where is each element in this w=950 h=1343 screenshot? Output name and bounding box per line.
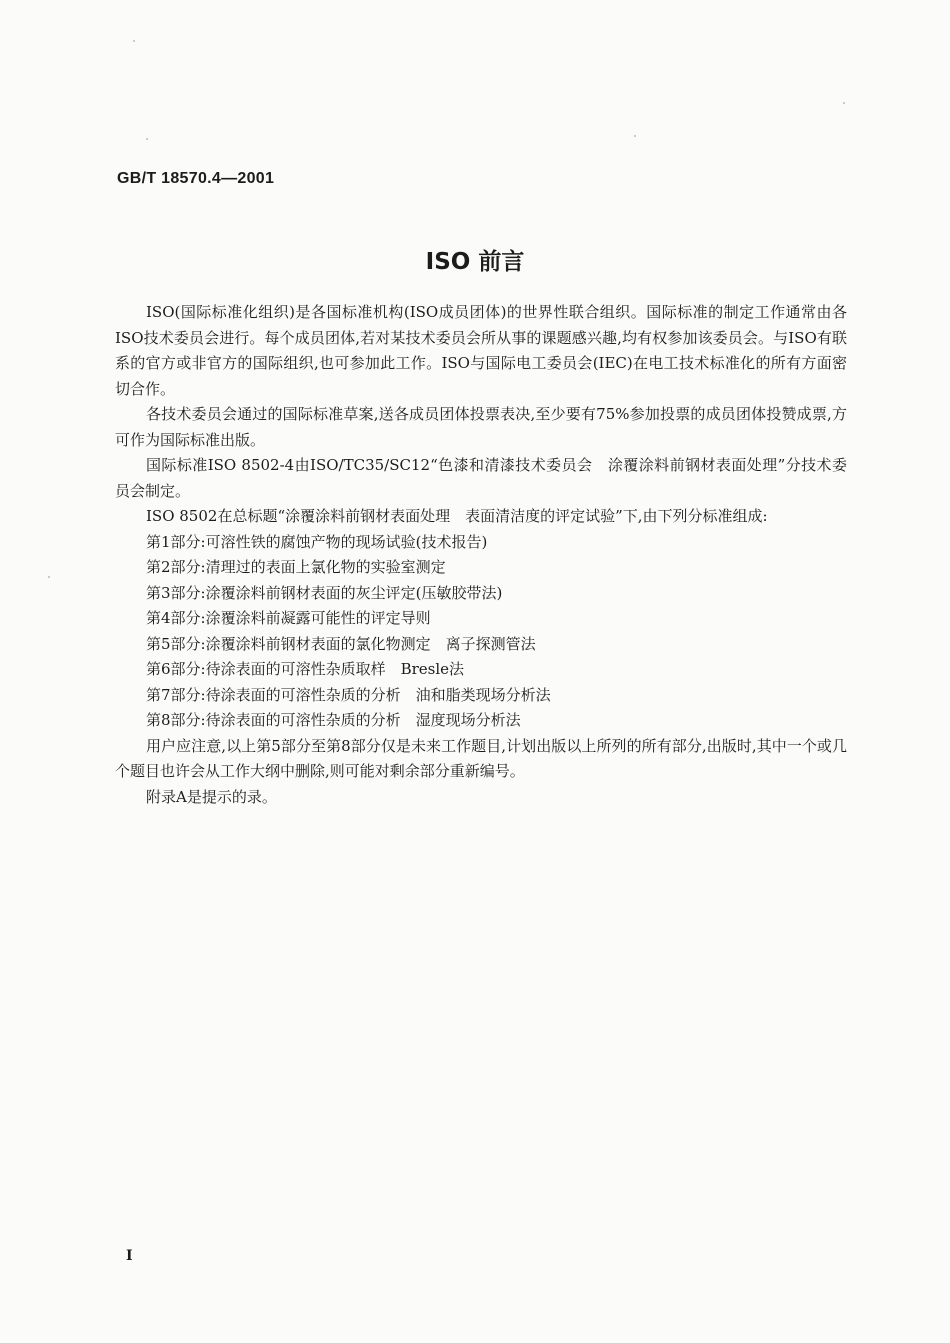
standard-code: GB/T 18570.4—2001 [117, 170, 275, 187]
part-list-item: 第7部分:待涂表面的可溶性杂质的分析 油和脂类现场分析法 [146, 685, 551, 704]
page-number: I [126, 1248, 133, 1264]
part-list-item: 第5部分:涂覆涂料前钢材表面的氯化物测定 离子探测管法 [146, 634, 536, 653]
part-list-item: 第3部分:涂覆涂料前钢材表面的灰尘评定(压敏胶带法) [146, 583, 503, 602]
paragraph: ISO 8502在总标题“涂覆涂料前钢材表面处理 表面清洁度的评定试验”下,由下列分标准组成: [146, 507, 768, 525]
document-body [115, 300, 847, 810]
paragraph: 国际标准ISO 8502-4由ISO/TC35/SC12“色漆和清漆技术委员会 涂覆涂料前钢材表面处理”分技术委员会制定。 [115, 456, 847, 500]
scan-speck [843, 102, 845, 104]
scan-speck [634, 135, 636, 137]
paragraph: 用户应注意,以上第5部分至第8部分仅是未来工作题目,计划出版以上所列的所有部分,出版时,其中一个或几个题目也许会从工作大纲中删除,则可能对剩余部分重新编号。 [115, 736, 847, 780]
paragraph: ISO(国际标准化组织)是各国标准机构(ISO成员团体)的世界性联合组织。国际标准的制定工作通常由各ISO技术委员会进行。每个成员团体,若对某技术委员会所从事的课题感兴趣,均有权参加该委员会。与ISO有联系的官方或非官方的国际组织,也可参加此工作。ISO与国际电工委员会(IEC)在电工技术标准化的所有方面密切合作。 [115, 303, 847, 398]
scan-speck [133, 40, 135, 42]
part-list-item: 第4部分:涂覆涂料前凝露可能性的评定导则 [146, 609, 431, 627]
part-list-item: 第1部分:可溶性铁的腐蚀产物的现场试验(技术报告) [146, 532, 488, 551]
paragraph: 各技术委员会通过的国际标准草案,送各成员团体投票表决,至少要有75%参加投票的成员团体投赞成票,方可作为国际标准出版。 [115, 405, 847, 449]
paragraph: 附录A是提示的录。 [146, 787, 277, 806]
part-list-item: 第6部分:待涂表面的可溶性杂质取样 Bresle法 [146, 660, 465, 678]
scan-speck [48, 576, 50, 578]
scan-speck [146, 138, 148, 140]
part-list-item: 第2部分:清理过的表面上氯化物的实验室测定 [146, 558, 446, 576]
part-list-item: 第8部分:待涂表面的可溶性杂质的分析 湿度现场分析法 [146, 711, 521, 729]
page-title: ISO 前言 [425, 249, 525, 275]
